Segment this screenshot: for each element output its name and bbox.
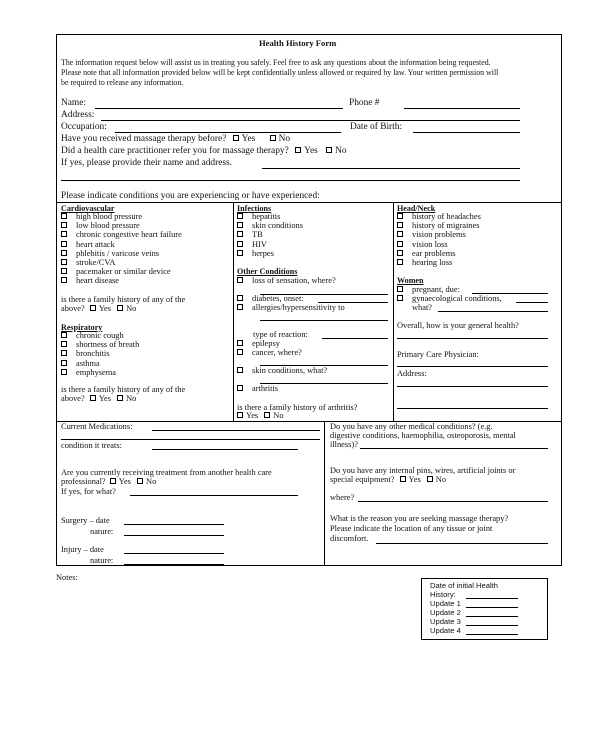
- checkbox[interactable]: [237, 250, 243, 256]
- pins-yes-checkbox[interactable]: [400, 476, 406, 482]
- other-item-epilepsy: epilepsy: [237, 339, 280, 348]
- form-title: Health History Form: [259, 38, 337, 48]
- physician-address-field-2[interactable]: [397, 408, 548, 409]
- cardio-item-5: phlebitis / varicose veins: [61, 249, 182, 258]
- checkbox[interactable]: [61, 241, 67, 247]
- physician-label: Primary Care Physician:: [397, 350, 479, 359]
- update-1-label: Update 1: [430, 599, 461, 608]
- where-field[interactable]: [358, 501, 548, 502]
- name-field[interactable]: [95, 108, 343, 109]
- physician-address-field[interactable]: [397, 386, 548, 387]
- checkbox[interactable]: [397, 295, 403, 301]
- gyn-what-field[interactable]: [438, 311, 548, 312]
- if-yes-field[interactable]: [130, 495, 298, 496]
- arthritis-no-checkbox[interactable]: [264, 412, 270, 418]
- checkbox[interactable]: [237, 222, 243, 228]
- update-2-label: Update 2: [430, 608, 461, 617]
- conditions-prompt: Please indicate conditions you are experiencing or have experienced:: [61, 191, 320, 201]
- resp-item-3: bronchitis: [61, 349, 139, 358]
- checkbox[interactable]: [397, 241, 403, 247]
- update-3-label: Update 3: [430, 617, 461, 626]
- referral-no-checkbox[interactable]: [326, 147, 332, 153]
- head-item-3: vision problems: [397, 230, 481, 239]
- resp-item-1: chronic cough: [61, 331, 139, 340]
- checkbox[interactable]: [397, 231, 403, 237]
- phone-label: Phone #: [349, 98, 380, 108]
- checkbox[interactable]: [397, 250, 403, 256]
- checkbox[interactable]: [61, 268, 67, 274]
- checkbox[interactable]: [237, 349, 243, 355]
- injury-nature-field[interactable]: [124, 564, 224, 565]
- reason-question-1: What is the reason you are seeking massage therapy?: [330, 514, 509, 523]
- pins-question-2: special equipment? Yes No: [330, 475, 447, 484]
- other-item-skin: skin conditions, what?: [237, 366, 327, 375]
- pins-question-1: Do you have any internal pins, wires, artificial joints or: [330, 466, 516, 475]
- other-item-allergies: allergies/hypersensitivity to: [237, 303, 345, 312]
- cardiovascular-list: [61, 212, 182, 286]
- general-health-question: Overall, how is your general health?: [397, 321, 519, 330]
- checkbox[interactable]: [61, 222, 67, 228]
- occupation-label: Occupation:: [61, 122, 107, 132]
- checkbox[interactable]: [397, 222, 403, 228]
- women-item-pregnant: pregnant, due:: [397, 285, 460, 294]
- history-date-field[interactable]: [466, 598, 518, 599]
- history-title-2: History:: [430, 590, 456, 599]
- women-item-gyn: gynaecological conditions,: [397, 294, 502, 303]
- update-4-label: Update 4: [430, 626, 461, 635]
- other-medical-field[interactable]: [360, 448, 548, 449]
- lower-divider: [324, 421, 325, 566]
- checkbox[interactable]: [237, 213, 243, 219]
- cardio-item-6: stroke/CVA: [61, 258, 182, 267]
- checkbox[interactable]: [237, 304, 243, 310]
- infection-item-3: TB: [237, 230, 303, 239]
- name-label: Name:: [61, 98, 86, 108]
- medications-field[interactable]: [152, 430, 320, 431]
- general-health-field[interactable]: [397, 338, 548, 339]
- infections-list: [237, 212, 303, 258]
- cardio-history-yes-checkbox[interactable]: [90, 305, 96, 311]
- infection-item-4: HIV: [237, 240, 303, 249]
- gyn-what-label: what?: [412, 303, 432, 312]
- conditions-top-rule: [56, 202, 562, 203]
- intro-line-1: The information request below will assist us in treating you safely. Feel free to ask any questions about the information being requested.: [61, 58, 491, 67]
- head-item-5: ear problems: [397, 249, 481, 258]
- checkbox[interactable]: [61, 231, 67, 237]
- respiratory-list: [61, 331, 139, 377]
- column-divider-2: [393, 202, 394, 421]
- injury-nature-label: nature:: [90, 556, 114, 565]
- checkbox[interactable]: [237, 277, 243, 283]
- cardio-family-history-2: above? Yes No: [61, 304, 137, 313]
- condition-treats-label: condition it treats:: [61, 441, 122, 450]
- intro-line-3: be required to release any information.: [61, 78, 184, 87]
- update-2-field[interactable]: [466, 616, 518, 617]
- checkbox[interactable]: [61, 341, 67, 347]
- surgery-date-label: Surgery – date: [61, 516, 110, 525]
- health-history-box: [421, 578, 548, 640]
- resp-history-no-checkbox[interactable]: [117, 395, 123, 401]
- checkbox[interactable]: [237, 295, 243, 301]
- head-item-6: hearing loss: [397, 258, 481, 267]
- infections-heading: Infections: [237, 204, 272, 213]
- pins-no-checkbox[interactable]: [427, 476, 433, 482]
- if-yes-label: If yes, for what?: [61, 487, 116, 496]
- dob-label: Date of Birth:: [350, 122, 403, 132]
- head-item-4: vision loss: [397, 240, 481, 249]
- cardio-history-no-checkbox[interactable]: [117, 305, 123, 311]
- checkbox[interactable]: [61, 259, 67, 265]
- physician-field[interactable]: [397, 366, 548, 367]
- checkbox[interactable]: [397, 259, 403, 265]
- cardio-item-3: chronic congestive heart failure: [61, 230, 182, 239]
- cardio-family-history-1: is there a family history of any of the: [61, 295, 186, 304]
- phone-field[interactable]: [404, 108, 520, 109]
- massage-before-question: Have you received massage therapy before? Yes No: [61, 134, 291, 144]
- infection-item-1: hepatitis: [237, 212, 303, 221]
- resp-family-history-2: above? Yes No: [61, 394, 137, 403]
- other-medical-question-2: digestive conditions, haemophilia, osteoporosis, mental: [330, 431, 516, 440]
- occupation-field[interactable]: [115, 132, 341, 133]
- checkbox[interactable]: [61, 360, 67, 366]
- update-3-field[interactable]: [466, 625, 518, 626]
- checkbox[interactable]: [397, 286, 403, 292]
- checkbox[interactable]: [61, 332, 67, 338]
- where-label: where?: [330, 493, 355, 502]
- address-field[interactable]: [101, 120, 520, 121]
- skin-field[interactable]: [260, 383, 388, 384]
- column-divider-1: [233, 202, 234, 421]
- women-heading: Women: [397, 276, 424, 285]
- head-neck-list: [397, 212, 481, 267]
- allergies-field[interactable]: [260, 320, 388, 321]
- reason-field[interactable]: [376, 543, 548, 544]
- checkbox[interactable]: [237, 385, 243, 391]
- checkbox[interactable]: [237, 231, 243, 237]
- resp-item-2: shortness of breath: [61, 340, 139, 349]
- massage-before-no-checkbox[interactable]: [270, 135, 276, 141]
- reaction-type-field[interactable]: [322, 338, 388, 339]
- treatment-yes-checkbox[interactable]: [110, 478, 116, 484]
- other-item-arthritis: arthritis: [237, 384, 278, 393]
- cardiovascular-heading: Cardiovascular: [61, 204, 115, 213]
- injury-date-field[interactable]: [124, 553, 224, 554]
- history-title-1: Date of initial Health: [430, 581, 498, 590]
- head-neck-heading: Head/Neck: [397, 204, 436, 213]
- head-item-2: history of migraines: [397, 221, 481, 230]
- injury-date-label: Injury – date: [61, 545, 104, 554]
- respiratory-heading: Respiratory: [61, 323, 103, 332]
- other-conditions-heading: Other Conditions: [237, 267, 298, 276]
- cardio-item-4: heart attack: [61, 240, 182, 249]
- checkbox[interactable]: [237, 367, 243, 373]
- surgery-nature-label: nature:: [90, 527, 114, 536]
- update-4-field[interactable]: [466, 634, 518, 635]
- massage-before-yes-checkbox[interactable]: [233, 135, 239, 141]
- physician-address-label: Address:: [397, 369, 427, 378]
- other-item-loss-sensation: loss of sensation, where?: [237, 276, 336, 285]
- condition-treats-field[interactable]: [152, 449, 298, 450]
- cardio-item-1: high blood pressure: [61, 212, 182, 221]
- provider-field[interactable]: [262, 168, 520, 169]
- checkbox[interactable]: [237, 241, 243, 247]
- update-1-field[interactable]: [466, 607, 518, 608]
- provider-field-2[interactable]: [61, 180, 520, 181]
- other-item-cancer: cancer, where?: [237, 348, 302, 357]
- resp-history-yes-checkbox[interactable]: [90, 395, 96, 401]
- arthritis-history-options: Yes No: [237, 411, 284, 420]
- other-item-diabetes: diabetes, onset:: [237, 294, 304, 303]
- address-label: Address:: [61, 110, 95, 120]
- cardio-item-8: heart disease: [61, 276, 182, 285]
- medications-label: Current Medications:: [61, 422, 133, 431]
- resp-item-4: asthma: [61, 359, 139, 368]
- cardio-item-2: low blood pressure: [61, 221, 182, 230]
- referral-question: Did a health care practitioner refer you for massage therapy? Yes No: [61, 146, 347, 156]
- medications-field-2[interactable]: [61, 439, 320, 440]
- reason-question-2: Please indicate the location of any tissue or joint: [330, 524, 493, 533]
- dob-field[interactable]: [413, 132, 520, 133]
- checkbox[interactable]: [61, 350, 67, 356]
- checkbox[interactable]: [397, 213, 403, 219]
- infection-item-2: skin conditions: [237, 221, 303, 230]
- professional-question: professional? Yes No: [61, 477, 157, 486]
- surgery-nature-field[interactable]: [124, 535, 224, 536]
- other-medical-question-3: illness)?: [330, 440, 358, 449]
- cardio-item-7: pacemaker or similar device: [61, 267, 182, 276]
- treatment-no-checkbox[interactable]: [137, 478, 143, 484]
- arthritis-yes-checkbox[interactable]: [237, 412, 243, 418]
- other-medical-question-1: Do you have any other medical conditions? (e.g.: [330, 422, 493, 431]
- referral-yes-checkbox[interactable]: [295, 147, 301, 153]
- checkbox[interactable]: [61, 277, 67, 283]
- reaction-type-label: type of reaction:: [253, 330, 308, 339]
- infection-item-5: herpes: [237, 249, 303, 258]
- notes-label: Notes:: [56, 573, 78, 582]
- provider-question: If yes, please provide their name and address.: [61, 158, 233, 168]
- reason-question-3: discomfort.: [330, 534, 369, 543]
- surgery-date-field[interactable]: [124, 524, 224, 525]
- gyn-field[interactable]: [516, 302, 548, 303]
- head-item-1: history of headaches: [397, 212, 481, 221]
- resp-family-history-1: is there a family history of any of the: [61, 385, 186, 394]
- checkbox[interactable]: [61, 250, 67, 256]
- arthritis-history-question: is there a family history of arthritis?: [237, 403, 358, 412]
- intro-line-2: Please note that all information provided below will be kept confidentially unless allowed or required by law. Your written permission will: [61, 68, 499, 77]
- checkbox[interactable]: [61, 213, 67, 219]
- checkbox[interactable]: [61, 369, 67, 375]
- resp-item-5: emphysema: [61, 368, 139, 377]
- checkbox[interactable]: [237, 340, 243, 346]
- treatment-question: Are you currently receiving treatment from another health care: [61, 468, 272, 477]
